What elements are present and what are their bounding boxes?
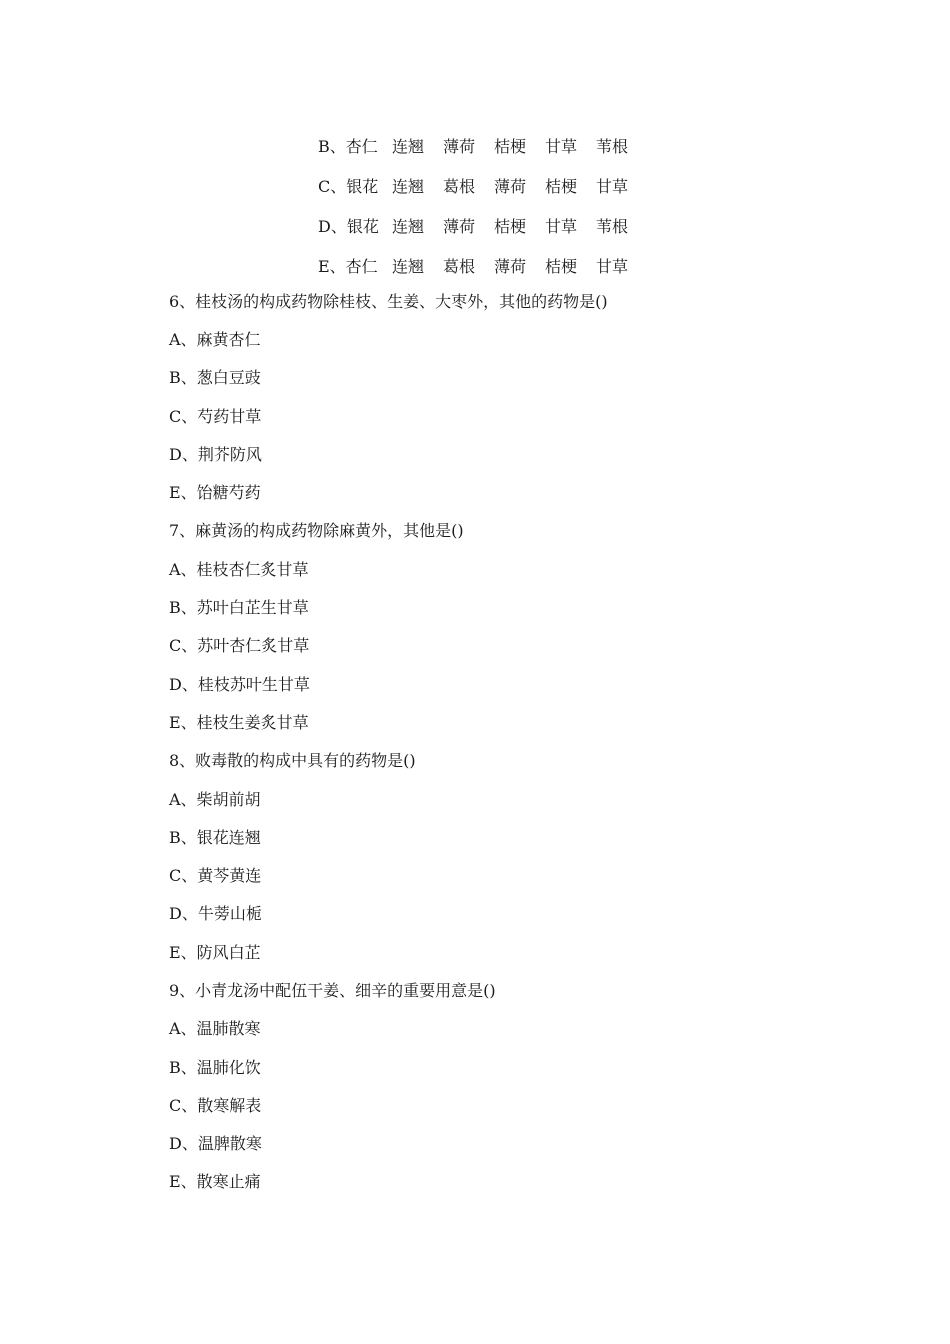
herb: 桔梗 bbox=[545, 256, 578, 276]
answer-option: D、荆芥防风 bbox=[169, 444, 262, 464]
answer-option: E、散寒止痛 bbox=[169, 1172, 261, 1192]
answer-option: A、温肺散寒 bbox=[169, 1019, 261, 1039]
herb: 薄荷 bbox=[443, 216, 476, 236]
option-row bbox=[318, 245, 647, 285]
answer-option: E、防风白芷 bbox=[169, 942, 261, 962]
option-label: E、杏仁 bbox=[318, 256, 378, 276]
answer-option: E、饴糖芍药 bbox=[169, 483, 261, 503]
answer-option: D、桂枝苏叶生甘草 bbox=[169, 674, 310, 694]
herb: 薄荷 bbox=[443, 136, 476, 156]
answer-option: A、麻黄杏仁 bbox=[169, 329, 261, 349]
option-label: D、银花 bbox=[318, 216, 379, 236]
question-text: 7、麻黄汤的构成药物除麻黄外，其他是() bbox=[169, 521, 464, 541]
herb: 苇根 bbox=[596, 216, 629, 236]
herb: 桔梗 bbox=[545, 176, 578, 196]
herb: 薄荷 bbox=[494, 256, 527, 276]
answer-option: A、柴胡前胡 bbox=[169, 789, 261, 809]
continued-options bbox=[318, 125, 647, 285]
herb: 葛根 bbox=[443, 256, 476, 276]
herb: 甘草 bbox=[596, 176, 629, 196]
herb: 葛根 bbox=[443, 176, 476, 196]
option-row bbox=[318, 205, 647, 245]
question-text: 9、小青龙汤中配伍干姜、细辛的重要用意是() bbox=[169, 980, 496, 1000]
herb: 甘草 bbox=[596, 256, 629, 276]
question-text: 6、桂枝汤的构成药物除桂枝、生姜、大枣外，其他的药物是() bbox=[169, 291, 608, 311]
answer-option: C、散寒解表 bbox=[169, 1095, 262, 1115]
answer-option: C、苏叶杏仁炙甘草 bbox=[169, 636, 310, 656]
option-label: C、银花 bbox=[318, 176, 379, 196]
herb: 桔梗 bbox=[494, 136, 527, 156]
herb: 连翘 bbox=[392, 176, 425, 196]
herb: 连翘 bbox=[392, 216, 425, 236]
answer-option: A、桂枝杏仁炙甘草 bbox=[169, 559, 309, 579]
herb: 薄荷 bbox=[494, 176, 527, 196]
answer-option: D、牛蒡山栀 bbox=[169, 904, 262, 924]
question-list bbox=[169, 281, 608, 1200]
answer-option: C、芍药甘草 bbox=[169, 406, 262, 426]
answer-option: B、葱白豆豉 bbox=[169, 368, 261, 388]
herb: 连翘 bbox=[392, 136, 425, 156]
herb: 甘草 bbox=[545, 136, 578, 156]
herb: 连翘 bbox=[392, 256, 425, 276]
answer-option: D、温脾散寒 bbox=[169, 1134, 262, 1154]
herb: 苇根 bbox=[596, 136, 629, 156]
question-text: 8、败毒散的构成中具有的药物是() bbox=[169, 751, 416, 771]
herb: 甘草 bbox=[545, 216, 578, 236]
option-row bbox=[318, 125, 647, 165]
answer-option: E、桂枝生姜炙甘草 bbox=[169, 712, 309, 732]
answer-option: C、黄芩黄连 bbox=[169, 866, 262, 886]
option-label: B、杏仁 bbox=[318, 136, 378, 156]
herb: 桔梗 bbox=[494, 216, 527, 236]
option-row bbox=[318, 165, 647, 205]
answer-option: B、银花连翘 bbox=[169, 827, 261, 847]
answer-option: B、苏叶白芷生甘草 bbox=[169, 598, 309, 618]
answer-option: B、温肺化饮 bbox=[169, 1057, 261, 1077]
